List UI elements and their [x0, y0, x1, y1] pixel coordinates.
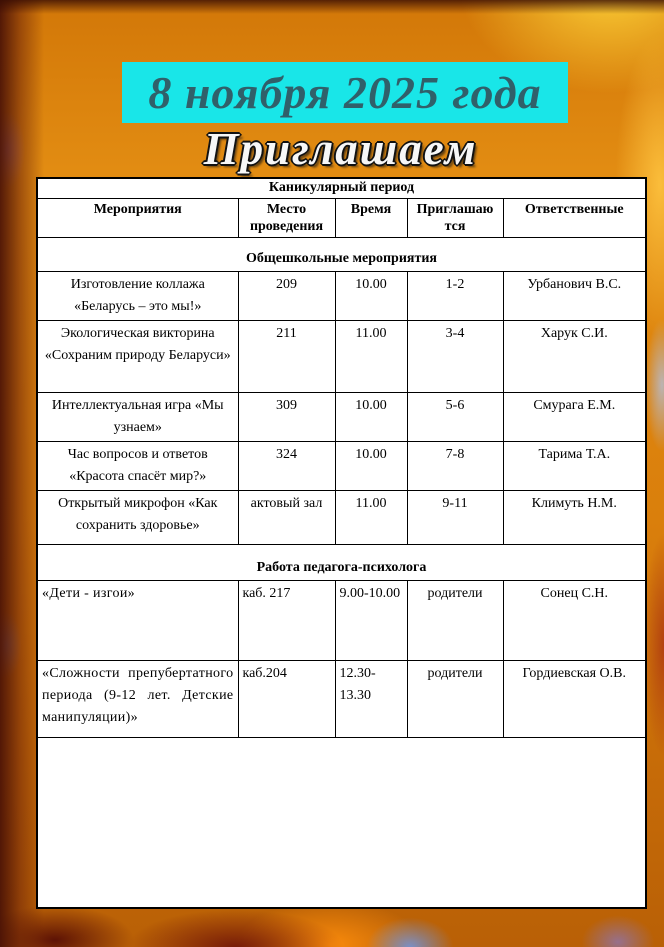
responsible-cell: Смурага Е.М. — [503, 392, 646, 441]
section-row-general — [37, 237, 646, 271]
place-cell: каб. 217 — [238, 580, 335, 660]
place-cell: 309 — [238, 392, 335, 441]
table-title: Каникулярный период — [37, 178, 646, 198]
col-header-place: Место проведения — [238, 198, 335, 237]
table-row — [37, 320, 646, 392]
event-cell: Час вопросов и ответов «Красота спасёт мир?» — [37, 441, 238, 490]
place-cell: 209 — [238, 271, 335, 320]
col-header-responsible: Ответственные — [503, 198, 646, 237]
table-row — [37, 441, 646, 490]
responsible-cell: Тарима Т.А. — [503, 441, 646, 490]
column-header-row — [37, 198, 646, 237]
section-title-general: Общешкольные мероприятия — [37, 237, 646, 271]
empty-filler-row — [37, 737, 646, 908]
col-header-invited: Приглашаю тся — [407, 198, 503, 237]
date-title: 8 ноября 2025 года — [148, 67, 542, 118]
time-cell: 10.00 — [335, 441, 407, 490]
place-cell: 211 — [238, 320, 335, 392]
date-banner — [122, 62, 568, 123]
time-cell: 9.00-10.00 — [335, 580, 407, 660]
event-cell: Интеллектуальная игра «Мы узнаем» — [37, 392, 238, 441]
table-row — [37, 271, 646, 320]
time-cell: 10.00 — [335, 271, 407, 320]
time-cell: 11.00 — [335, 320, 407, 392]
audience-cell: 3-4 — [407, 320, 503, 392]
responsible-cell: Гордиевская О.В. — [503, 660, 646, 737]
section-row-psychologist — [37, 544, 646, 580]
time-cell: 12.30-13.30 — [335, 660, 407, 737]
col-header-time: Время — [335, 198, 407, 237]
responsible-cell: Харук С.И. — [503, 320, 646, 392]
table-row — [37, 660, 646, 737]
section-title-psychologist: Работа педагога-психолога — [37, 544, 646, 580]
table-row — [37, 392, 646, 441]
audience-cell: 9-11 — [407, 490, 503, 544]
audience-cell: 7-8 — [407, 441, 503, 490]
event-cell: Изготовление коллажа «Беларусь – это мы!» — [37, 271, 238, 320]
invite-heading: Приглашаем — [203, 124, 478, 174]
place-cell: 324 — [238, 441, 335, 490]
audience-cell: 1-2 — [407, 271, 503, 320]
audience-cell: родители — [407, 660, 503, 737]
empty-cell — [37, 737, 646, 908]
table-title-row — [37, 178, 646, 198]
event-cell: «Дети - изгои» — [37, 580, 238, 660]
responsible-cell: Сонец С.Н. — [503, 580, 646, 660]
place-cell: каб.204 — [238, 660, 335, 737]
time-cell: 11.00 — [335, 490, 407, 544]
event-cell: «Сложности препубертатного периода (9-12 лет. Детские манипуляции)» — [37, 660, 238, 737]
audience-cell: родители — [407, 580, 503, 660]
responsible-cell: Урбанович В.С. — [503, 271, 646, 320]
event-cell: Экологическая викторина «Сохраним природу Беларуси» — [37, 320, 238, 392]
table-row — [37, 580, 646, 660]
audience-cell: 5-6 — [407, 392, 503, 441]
time-cell: 10.00 — [335, 392, 407, 441]
schedule-table — [36, 177, 647, 909]
responsible-cell: Климуть Н.М. — [503, 490, 646, 544]
col-header-events: Мероприятия — [37, 198, 238, 237]
schedule-document — [36, 177, 647, 909]
place-cell: актовый зал — [238, 490, 335, 544]
table-row — [37, 490, 646, 544]
event-cell: Открытый микрофон «Как сохранить здоровье» — [37, 490, 238, 544]
